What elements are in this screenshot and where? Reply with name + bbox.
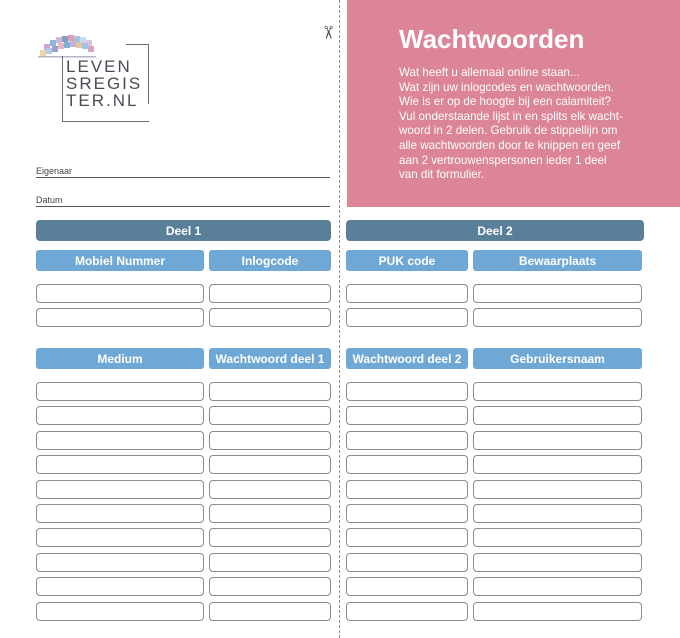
password-table-input-col2[interactable] <box>209 577 331 596</box>
header-medium: Medium <box>36 348 204 369</box>
password-table-input-col1[interactable] <box>36 504 204 523</box>
password-table-input-col1[interactable] <box>36 406 204 425</box>
logo-frame-left <box>62 56 63 122</box>
top-table-input-col2[interactable] <box>209 284 331 303</box>
logo-line: LEVEN <box>66 57 132 76</box>
password-table-input-col4[interactable] <box>473 528 642 547</box>
top-table-input-col4[interactable] <box>473 284 642 303</box>
password-table-input-col3[interactable] <box>346 406 468 425</box>
password-table-input-col2[interactable] <box>209 406 331 425</box>
logo-line: TER.NL <box>66 91 139 110</box>
password-table-input-col3[interactable] <box>346 480 468 499</box>
password-table-input-col1[interactable] <box>36 431 204 450</box>
password-table-input-col1[interactable] <box>36 553 204 572</box>
password-table-input-col4[interactable] <box>473 504 642 523</box>
top-table-input-col2[interactable] <box>209 308 331 327</box>
scissors-icon: ✂ <box>317 24 339 41</box>
password-table-input-col3[interactable] <box>346 504 468 523</box>
logo-text <box>66 58 142 109</box>
top-table-input-col3[interactable] <box>346 308 468 327</box>
password-table-input-col3[interactable] <box>346 553 468 572</box>
header-storage-place: Bewaarplaats <box>473 250 642 271</box>
intro-line: Wat zijn uw inlogcodes en wachtwoorden. <box>399 80 614 94</box>
header-puk-code: PUK code <box>346 250 468 271</box>
password-table-input-col1[interactable] <box>36 602 204 621</box>
password-table-input-col4[interactable] <box>473 431 642 450</box>
intro-line: Vul onderstaande lijst in en splits elk wacht- <box>399 109 623 123</box>
password-table-input-col4[interactable] <box>473 382 642 401</box>
password-table-input-col4[interactable] <box>473 553 642 572</box>
cut-line <box>339 0 340 638</box>
password-table-input-col2[interactable] <box>209 431 331 450</box>
intro-line: alle wachtwoorden door te knippen en geef <box>399 138 621 152</box>
logo-mosaic-icon <box>38 35 96 58</box>
intro-text <box>399 66 639 183</box>
header-mobile-number: Mobiel Nummer <box>36 250 204 271</box>
top-table-input-col1[interactable] <box>36 308 204 327</box>
intro-line: Wie is er op de hoogte bij een calamiteit? <box>399 95 612 109</box>
password-table-input-col3[interactable] <box>346 455 468 474</box>
top-table-input-col3[interactable] <box>346 284 468 303</box>
password-table-input-col3[interactable] <box>346 602 468 621</box>
password-table-input-col3[interactable] <box>346 382 468 401</box>
part-1-bar: Deel 1 <box>36 220 331 241</box>
password-table-input-col1[interactable] <box>36 528 204 547</box>
password-table-input-col2[interactable] <box>209 553 331 572</box>
password-table-input-col2[interactable] <box>209 382 331 401</box>
password-table-input-col2[interactable] <box>209 455 331 474</box>
password-table-input-col4[interactable] <box>473 602 642 621</box>
date-field[interactable] <box>36 206 330 207</box>
part-2-bar: Deel 2 <box>346 220 644 241</box>
logo-frame-top <box>126 44 149 45</box>
password-table-input-col2[interactable] <box>209 480 331 499</box>
date-label: Datum <box>36 195 63 205</box>
password-table-input-col4[interactable] <box>473 577 642 596</box>
password-table-input-col3[interactable] <box>346 577 468 596</box>
intro-line: Wat heeft u allemaal online staan... <box>399 66 580 79</box>
owner-field[interactable] <box>36 177 330 178</box>
logo-frame-right <box>148 44 149 104</box>
password-table-input-col1[interactable] <box>36 577 204 596</box>
password-table-input-col4[interactable] <box>473 455 642 474</box>
password-table-input-col4[interactable] <box>473 406 642 425</box>
password-table-input-col1[interactable] <box>36 382 204 401</box>
header-password-part-2: Wachtwoord deel 2 <box>346 348 468 369</box>
page-title: Wachtwoorden <box>399 24 585 54</box>
header-login-code: Inlogcode <box>209 250 331 271</box>
top-table-input-col1[interactable] <box>36 284 204 303</box>
password-table-input-col1[interactable] <box>36 455 204 474</box>
password-table-input-col2[interactable] <box>209 504 331 523</box>
header-username: Gebruikersnaam <box>473 348 642 369</box>
logo-frame-bottom <box>62 121 149 122</box>
password-table-input-col1[interactable] <box>36 480 204 499</box>
password-table-input-col3[interactable] <box>346 431 468 450</box>
intro-line: aan 2 vertrouwenspersonen ieder 1 deel <box>399 153 607 167</box>
intro-line: van dit formulier. <box>399 168 485 182</box>
password-table-input-col3[interactable] <box>346 528 468 547</box>
password-table-input-col2[interactable] <box>209 602 331 621</box>
logo-line: SREGIS <box>66 74 143 93</box>
password-table-input-col2[interactable] <box>209 528 331 547</box>
password-table-input-col4[interactable] <box>473 480 642 499</box>
intro-line: woord in 2 delen. Gebruik de stippellijn om <box>399 124 618 138</box>
owner-label: Eigenaar <box>36 166 73 176</box>
top-table-input-col4[interactable] <box>473 308 642 327</box>
header-password-part-1: Wachtwoord deel 1 <box>209 348 331 369</box>
